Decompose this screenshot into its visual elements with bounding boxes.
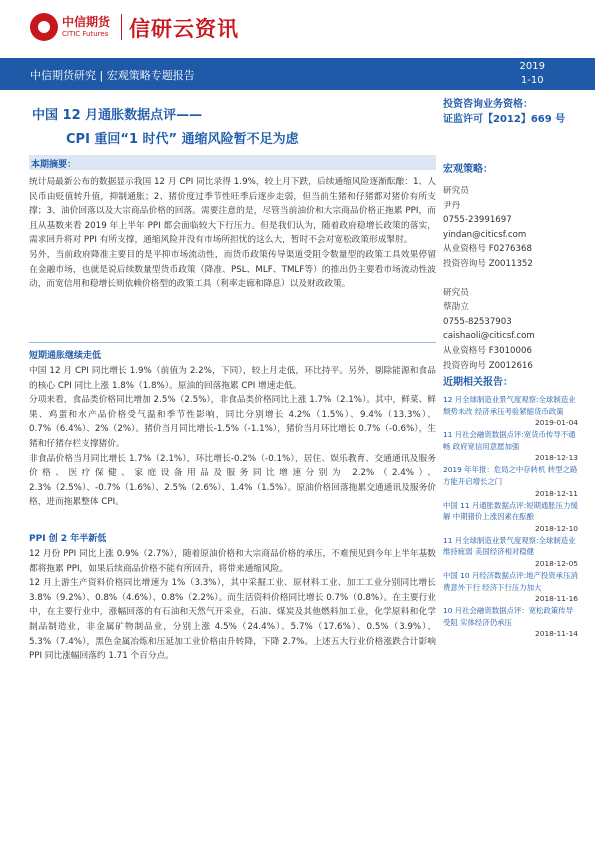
related-report-item[interactable] bbox=[443, 464, 578, 498]
analyst-role: 研究员 bbox=[443, 287, 469, 298]
report-title-line2: CPI 重回“1 时代” 通缩风险暂不足为虑 bbox=[66, 132, 299, 147]
analyst-phone: 0755-23991697 bbox=[443, 215, 512, 226]
qualification-block bbox=[443, 97, 578, 127]
ppi-paragraph-1: 12 月份 PPI 同比上涨 0.9%（2.7%），随着原油价格和大宗商品价格的承压，不难预见到今年上半年基数都将拖累 PPI，如果后续商品价格不能有所回升，将带来通缩风险。 bbox=[29, 549, 436, 574]
summary-paragraph-1: 统计局最新公布的数据显示我国 12 月 CPI 同比录得 1.9%，较上月下跌，后续通缩风险逐渐酝酿：1、人民币由贬值转升值，抑制通胀；2、猪价度过季节性旺季后逐步走弱，但当前生猪和仔猪都对猪价有所支撑；3、油价回落以及大宗商品价格的回落。需要注意的是，尽管当前油价和大宗商品价格正拖累 PPI，而且从基数来看 2019 年上半年 PPI 都会面临较大下行压力。但是我们认为，随着政府稳增长政策的落实，需求回升将对 PPI 有所支撑，通缩风险并没有市场所担忧的这么大，暂时不会对宽松政策形成掣肘。 bbox=[29, 177, 436, 246]
report-title-line1: 中国 12 月通胀数据点评—— bbox=[32, 108, 203, 123]
logo-divider bbox=[121, 14, 122, 40]
brand-title: 信研云资讯 bbox=[129, 17, 239, 41]
ppi-paragraph-2: 12 月上游生产资料价格同比增速为 1%（3.3%），其中采掘工业、原材料工业、加工工业分别同比增长 3.8%（9.2%）、0.8%（4.6%）、0.8%（2.2%）。而生活资料价格同比增长 0.7%（0.8%）。在主要行业中，在主要行业中，涨幅回落的有石油和天然气开采业，石油、煤炭及其他燃料加工业，化学原料和化学制品制造业，非金属矿物制品业，分别上涨 4.5%（24.4%）、5.7%（17.6%）、0.5%（3.9%）、5.3%（7.4%），黑色金属冶炼和压延加工业价格由升转降，下降 2.7%。上述五大行业价格涨跌合计影响 PPI 同比涨幅回落约 1.71 个百分点。 bbox=[29, 578, 436, 662]
analyst-card bbox=[443, 184, 578, 272]
related-report-title[interactable]: 12 月全球制造业景气度观察:全球制造业颓势未改 经济承压考验紧缩货币政策 bbox=[443, 395, 576, 416]
analyst-role: 研究员 bbox=[443, 186, 469, 196]
related-report-date: 2018-12-13 bbox=[535, 453, 578, 463]
analyst-name: 蔡劭立 bbox=[443, 302, 469, 313]
related-report-item[interactable] bbox=[443, 605, 578, 639]
analyst-license-1: 从业资格号 F0276368 bbox=[443, 244, 532, 255]
analyst-email[interactable]: yindan@citicsf.com bbox=[443, 229, 527, 240]
related-report-date: 2018-11-14 bbox=[535, 629, 578, 639]
related-report-title[interactable]: 中国 10 月经济数据点评:地产投资承压消费意外下行 经济下行压力加大 bbox=[443, 570, 578, 592]
qualification-line-1: 投资咨询业务资格： bbox=[443, 99, 533, 110]
strategy-heading: 宏观策略： bbox=[443, 164, 493, 175]
citic-logo-icon bbox=[30, 13, 58, 41]
analyst-license-1: 从业资格号 F3010006 bbox=[443, 345, 532, 356]
section-divider bbox=[29, 342, 436, 343]
related-report-item[interactable] bbox=[443, 429, 578, 463]
analyst-card bbox=[443, 286, 578, 374]
related-report-title[interactable]: 10 月社会融资数据点评：宽松政策传导受阻 实体经济仍承压 bbox=[443, 606, 574, 627]
analyst-block bbox=[443, 160, 578, 373]
related-report-date: 2018-12-05 bbox=[535, 558, 578, 568]
logo-cn-text: 中信期货 bbox=[62, 15, 111, 29]
cpi-paragraph-1: 中国 12 月 CPI 同比增长 1.9%（前值为 2.2%，下同），较上月走低，环比持平。另外，剔除能源和食品的核心 CPI 同比上涨 1.8%（1.8%）。原油的回落拖累 CPI 增速走低。 bbox=[29, 366, 436, 391]
ppi-section bbox=[29, 531, 436, 664]
qualification-line-2: 证监许可【2012】669 号 bbox=[443, 114, 566, 125]
cpi-section bbox=[29, 348, 436, 510]
analyst-name: 尹丹 bbox=[443, 200, 461, 211]
analyst-phone: 0755-82537903 bbox=[443, 316, 512, 327]
analyst-license-2: 投资咨询号 Z0012616 bbox=[443, 360, 533, 371]
page-header bbox=[0, 0, 595, 50]
analyst-license-2: 投资咨询号 Z0011352 bbox=[443, 258, 533, 269]
related-report-date: 2018-12-10 bbox=[535, 523, 578, 533]
ppi-section-heading: PPI 创 2 年半新低 bbox=[29, 534, 107, 544]
summary-section bbox=[29, 155, 436, 292]
related-report-title[interactable]: 11 月社会融资数据点评:宽货币传导不通畅 政府宽信用意愿加强 bbox=[443, 430, 576, 451]
related-report-item[interactable] bbox=[443, 500, 578, 534]
related-report-title[interactable]: 11 月全球制造业景气度观察:全球制造业维持疲弱 美国经济相对稳健 bbox=[443, 535, 576, 557]
related-reports bbox=[443, 373, 578, 640]
analyst-email[interactable]: caishaoli@citicsf.com bbox=[443, 331, 535, 342]
banner-title: 中信期货研究 | 宏观策略专题报告 bbox=[30, 69, 195, 82]
report-banner bbox=[0, 58, 595, 90]
report-year: 2019 bbox=[519, 61, 545, 72]
related-report-date: 2018-11-16 bbox=[535, 594, 578, 604]
summary-heading: 本期摘要： bbox=[29, 155, 436, 170]
summary-paragraph-2: 另外，当前政府降准主要目的是平抑市场流动性，而货币政策传导渠道受阻令数量型的政策工具效果停留在金融市场，也就是说后续数量型货币政策（降准、PSL、MLF、TMLF等）的推出仍主要看市场流动性波动，而宽信用和稳增长则依赖价格型的政策工具（利率走廊和降息）以及财政政策。 bbox=[29, 249, 436, 290]
related-heading: 近期相关报告： bbox=[443, 377, 513, 388]
cpi-paragraph-2: 分项来看，食品类价格同比增加 2.5%（2.5%），非食品类价格同比上涨 1.7%（2.1%）。其中，鲜菜、鲜果、鸡蛋和水产品价格受气温和季节性影响，同比分别增长 4.2%（1.5%）、9.4%（13.3%）、0.7%（6.4%）、2%（2%）。猪价当月同比增长-1.5%（-1.1%），猪价当月环比增长 0.7%（-0.6%），生猪和仔猪存栏支撑猪价。 bbox=[29, 395, 436, 449]
related-report-title[interactable]: 中国 11 月通胀数据点评:短期通胀压力缓解 中期猪价上涨因素在酝酿 bbox=[443, 500, 578, 522]
related-report-item[interactable] bbox=[443, 535, 578, 569]
logo-en-text: CITIC Futures bbox=[62, 30, 109, 38]
related-report-item[interactable] bbox=[443, 570, 578, 604]
cpi-paragraph-3: 非食品价格当月同比增长 1.7%（2.1%），环比增长-0.2%（-0.1%），居住、娱乐教育、交通通讯及服务价格、医疗保健、家庭设备用品及服务同比增速分别为 2.2%（2.4%）、2.3%（2.5%）、-0.7%（1.6%）、2.5%（2.6%）、1.4%（1.5%）。原油价格回落拖累交通通讯及服务价格，进而拖累整体 CPI。 bbox=[29, 453, 436, 508]
report-month-day: 1-10 bbox=[520, 75, 544, 86]
report-date bbox=[520, 60, 545, 88]
related-report-title[interactable]: 2019 年年报：危局之中存转机 转型之路方能开启增长之门 bbox=[443, 465, 578, 486]
related-report-date: 2019-01-04 bbox=[535, 418, 578, 428]
cpi-section-heading: 短期通胀继续走低 bbox=[29, 351, 102, 361]
related-report-date: 2018-12-11 bbox=[535, 488, 578, 498]
related-report-item[interactable] bbox=[443, 394, 578, 428]
